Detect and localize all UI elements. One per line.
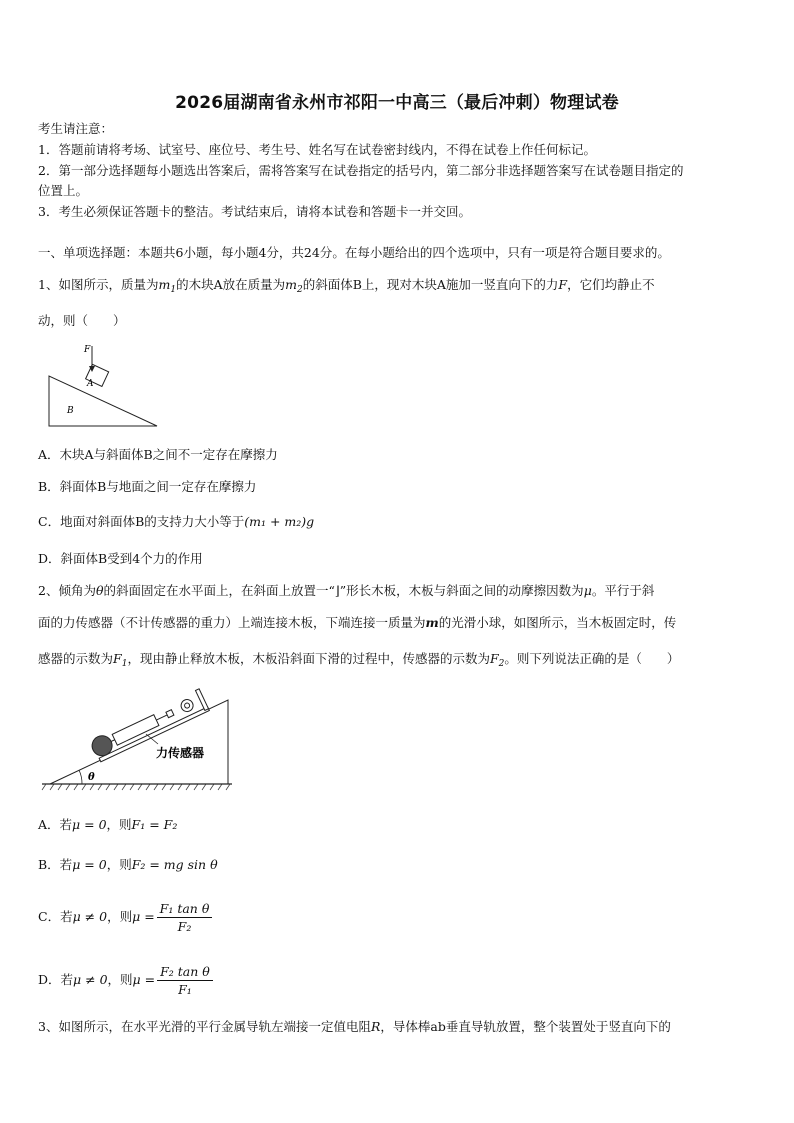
q2-option-C (38, 898, 214, 936)
q2-option-B (38, 857, 218, 873)
sensor-label: 力传感器 (156, 746, 205, 760)
q2-C-lhs: μ = (132, 909, 155, 924)
q2-D-denominator: F₁ (178, 982, 192, 997)
q1-stem-line2: 动，则（ ） (38, 313, 126, 328)
q2-B-math: F₂ = mg sin θ (131, 857, 218, 872)
q2-A-then: ，则 (106, 817, 132, 832)
q1-m2-sub: 2 (296, 285, 303, 295)
q2-B-cond: μ = 0 (72, 857, 107, 872)
q1-text-b: 的木块A放在质量为 (176, 277, 286, 292)
q2-theta: θ (95, 583, 104, 598)
notice-heading: 考生请注意： (38, 121, 114, 136)
q2-F2: F (489, 651, 499, 666)
q2-C-fraction (157, 901, 213, 934)
q2-A-math: F₁ = F₂ (131, 817, 178, 832)
q2-D-numerator: F₂ tan θ (157, 964, 213, 981)
notice-item-1: 1．答题前请将考场、试室号、座位号、考生号、姓名写在试卷密封线内，不得在试卷上作任何标记。 (38, 142, 596, 157)
q2-stem-line1 (38, 583, 654, 599)
q1-text-c: 的斜面体B上，现对木块A施加一竖直向下的力 (302, 277, 559, 292)
q2-text-c: ”形长木板，木板与斜面之间的动摩擦因数为 (339, 583, 584, 598)
q1-figure-incline (40, 338, 165, 430)
q2-text-h: ，现由静止释放木板，木板沿斜面下滑的过程中，传感器的示数为 (127, 651, 490, 666)
q2-text-g: 感器的示数为 (38, 651, 114, 666)
q1-option-D: D．斜面体B受到4个力的作用 (38, 551, 203, 566)
notice-item-2: 2．第一部分选择题每小题选出答案后，需将答案写在试卷指定的括号内，第二部分非选择题答案写在试卷题目指定的 (38, 163, 684, 178)
q1-text-a: 1、如图所示，质量为 (38, 277, 159, 292)
sensor-knob (166, 710, 174, 718)
q2-mu: μ (583, 583, 592, 598)
q2-D-cond: μ ≠ 0 (73, 972, 108, 987)
q1-option-A: A．木块A与斜面体B之间不一定存在摩擦力 (38, 447, 278, 462)
q2-B-then: ，则 (106, 857, 132, 872)
q1-text-d: ，它们均静止不 (567, 277, 655, 292)
q1-option-C-math: (m₁ + m₂)g (244, 514, 315, 529)
q2-stem-line2 (38, 615, 676, 631)
q2-C-denominator: F₂ (177, 919, 192, 934)
q1-m2: m (285, 277, 297, 292)
q2-text-a: 2、倾角为 (38, 583, 96, 598)
q2-C-text: C．若 (38, 909, 73, 924)
notice-item-2-cont: 位置上。 (38, 183, 89, 198)
label-B: B (67, 406, 74, 416)
q2-option-D (38, 961, 215, 999)
q3-stem-line1 (38, 1019, 671, 1035)
q2-A-cond: μ = 0 (72, 817, 107, 832)
page-title: 2026届湖南省永州市祁阳一中高三（最后冲刺）物理试卷 (175, 93, 619, 113)
angle-label: θ (88, 772, 95, 783)
q2-F1-sub: 1 (121, 659, 128, 669)
q2-C-numerator: F₁ tan θ (157, 901, 213, 918)
angle-arc (79, 770, 82, 784)
q1-m1: m (158, 277, 171, 292)
q1-option-C-text: C．地面对斜面体B的支持力大小等于 (38, 514, 245, 529)
q2-figure-sensor (40, 686, 240, 798)
q2-F2-sub: 2 (498, 659, 505, 669)
q1-force-F: F (558, 277, 568, 292)
q2-text-f: 的光滑小球，如图所示，当木板固定时，传 (438, 615, 677, 630)
q2-option-A (38, 817, 177, 833)
q3-text-b: ，导体棒ab垂直导轨放置，整个装置处于竖直向下的 (380, 1019, 671, 1034)
q2-text-i: 。则下列说法正确的是（ ） (504, 651, 680, 666)
q1-option-B: B．斜面体B与地面之间一定存在摩擦力 (38, 479, 257, 494)
q2-text-e: 面的力传感器（不计传感器的重力）上端连接木板，下端连接一质量为 (38, 615, 426, 630)
label-A: A (87, 379, 94, 389)
q2-C-then: ，则 (107, 909, 133, 924)
label-F: F (84, 345, 91, 355)
q2-F1: F (113, 651, 122, 666)
q2-text-d: 。平行于斜 (591, 583, 655, 598)
q1-stem-line1 (38, 277, 655, 298)
ground-hatch (42, 784, 230, 790)
q2-text-b: 的斜面固定在水平面上，在斜面上放置一“ (103, 583, 335, 598)
q1-option-C (38, 514, 314, 530)
q1-m1-sub: 1 (170, 285, 177, 295)
q2-A-text: A．若 (38, 817, 73, 832)
sensor-rod-left (111, 740, 115, 742)
q2-D-text: D．若 (38, 972, 74, 987)
section-heading: 一、单项选择题：本题共6小题，每小题4分，共24分。在每小题给出的四个选项中，只有一项是符合题目要求的。 (38, 245, 670, 260)
q3-text-a: 3、如图所示，在水平光滑的平行金属导轨左端接一定值电阻 (38, 1019, 371, 1034)
q2-stem-line3 (38, 651, 679, 672)
q2-mass-m: m (425, 615, 439, 630)
q2-D-fraction (157, 964, 213, 997)
notice-item-3: 3．考生必须保证答题卡的整洁。考试结束后，请将本试卷和答题卡一并交回。 (38, 204, 471, 219)
board-end (195, 689, 208, 711)
q2-B-text: B．若 (38, 857, 73, 872)
q2-D-lhs: μ = (132, 972, 156, 987)
q2-shape: ⌋ (334, 583, 340, 598)
sensor-rod-right (156, 715, 167, 720)
q2-D-then: ，则 (107, 972, 133, 987)
q2-C-cond: μ ≠ 0 (72, 909, 108, 924)
q3-R: R (370, 1019, 381, 1034)
